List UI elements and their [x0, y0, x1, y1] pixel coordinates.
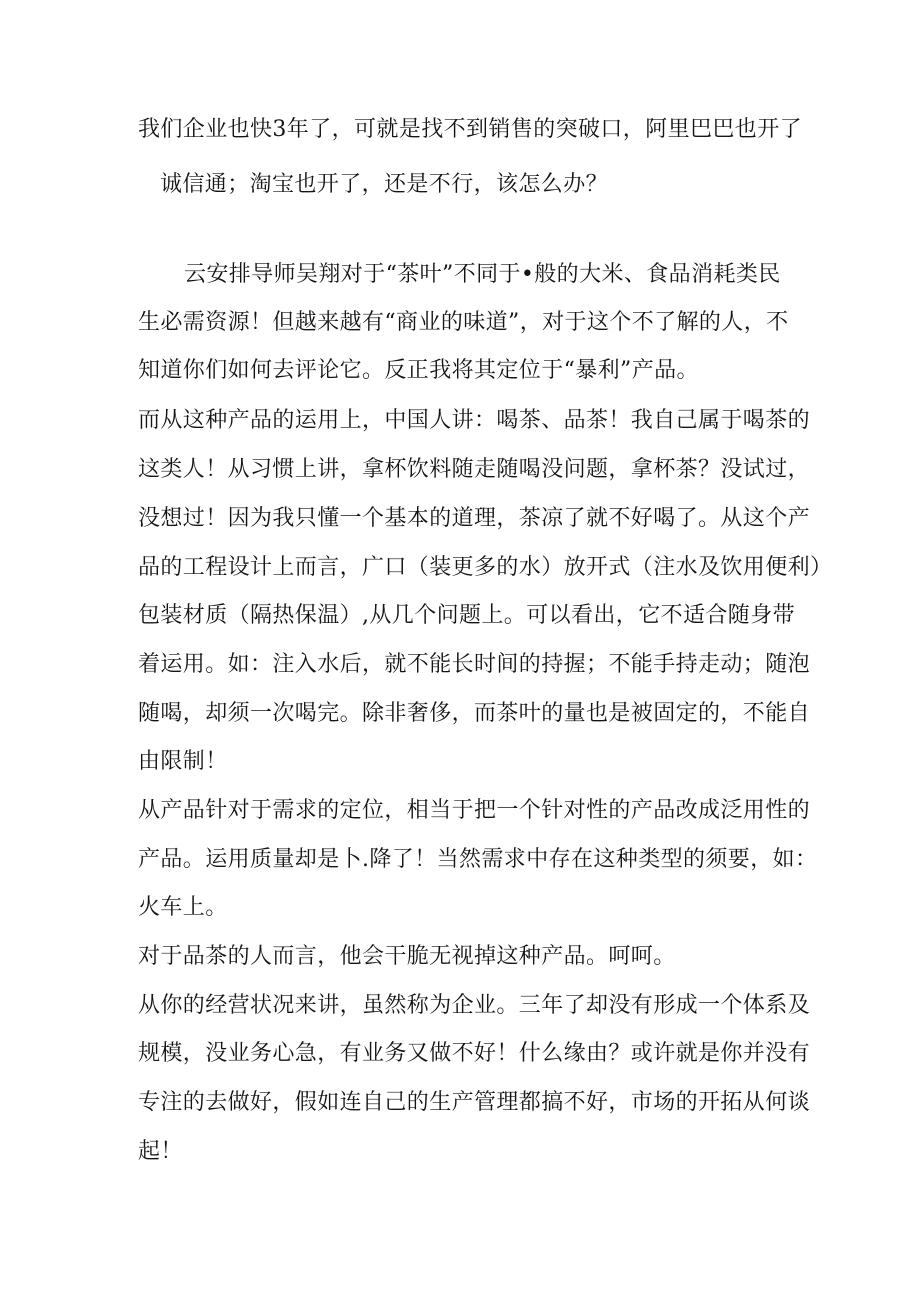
answer-line-9: 着运用。如：注入水后，就不能长时间的持握；不能手持走动；随泡 — [138, 652, 811, 677]
answer-line-16: 从你的经营状况来讲，虽然称为企业。三年了却没有形成一个体系及 — [138, 993, 811, 1018]
answer-line-7: 品的工程设计上而言，广口（装更多的水）放开式（注水及饮用便利） — [138, 555, 833, 580]
answer-line-12: 从产品针对于需求的定位，相当于把一个针对性的产品改成泛用性的 — [138, 798, 811, 823]
question-line-2: 诚信通；淘宝也开了，还是不行，该怎么办？ — [160, 172, 609, 197]
question-line-1: 我们企业也快3年了，可就是找不到销售的突破口，阿里巴巴也开了 — [138, 117, 802, 142]
answer-line-19: 起！ — [138, 1139, 183, 1164]
answer-line-17: 规模，没业务心急，有业务又做不好！什么缘由？或许就是你并没有 — [138, 1041, 811, 1066]
answer-line-3: 知道你们如何去评论它。反正我将其定位于“暴利”产品。 — [138, 358, 699, 383]
answer-line-2: 生必需资源！但越来越有“商业的味道”，对于这个不了解的人，不 — [138, 310, 789, 335]
answer-line-15: 对于品茶的人而言，他会干脆无视掉这种产品。呵呵。 — [138, 944, 676, 969]
answer-line-13: 产品。运用质量却是卜.降了！当然需求中存在这种类型的须要，如： — [138, 847, 818, 872]
answer-line-4: 而从这种产品的运用上，中国人讲：喝茶、品茶！我自己属于喝茶的 — [138, 408, 811, 433]
answer-line-14: 火车上。 — [138, 895, 228, 920]
answer-line-18: 专注的去做好，假如连自己的生产管理都搞不好，市场的开拓从何谈 — [138, 1090, 811, 1115]
answer-line-5: 这类人！从习惯上讲，拿杯饮料随走随喝没问题，拿杯茶？没试过， — [138, 457, 811, 482]
answer-line-8: 包装材质（隔热保温）,从几个问题上。可以看出，它不适合随身带 — [138, 603, 795, 628]
answer-line-11: 由限制！ — [138, 749, 228, 774]
answer-line-10: 随喝，却须一次喝完。除非奢侈，而茶叶的量也是被固定的，不能自 — [138, 701, 811, 726]
answer-line-1: 云安排导师吴翔对于“茶叶”不同于•般的大米、食品消耗类民 — [184, 262, 781, 287]
answer-line-6: 没想过！因为我只懂一个基本的道理，茶凉了就不好喝了。从这个产 — [138, 506, 811, 531]
